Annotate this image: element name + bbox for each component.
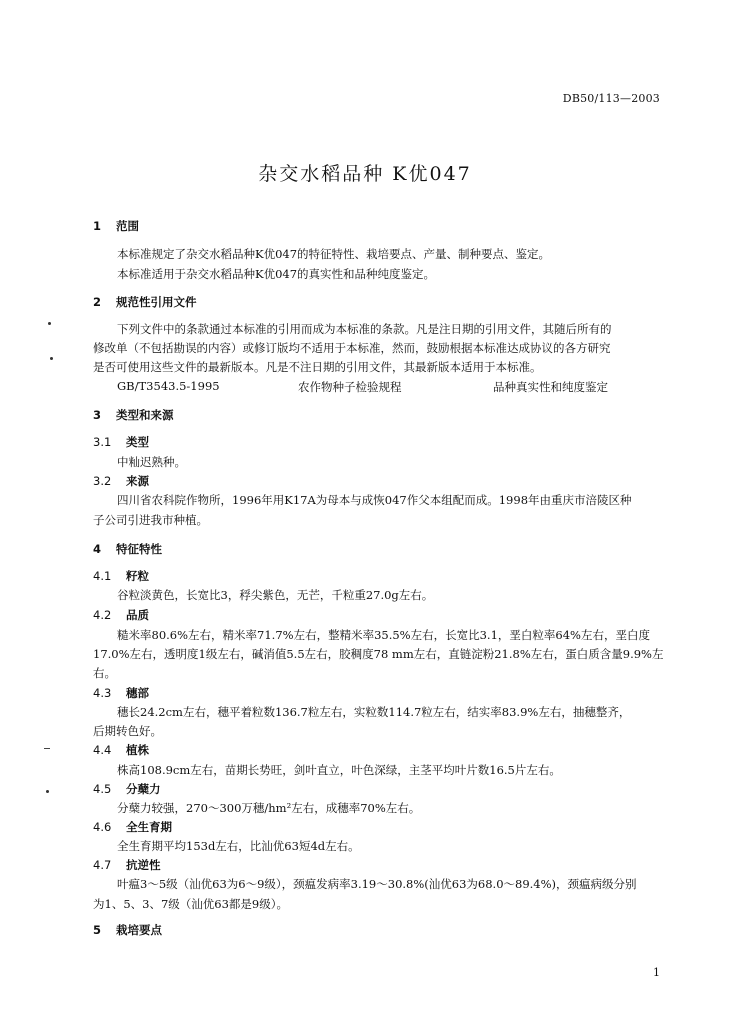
scan-artifact — [50, 357, 53, 360]
subsection-number: 4.4 — [93, 743, 112, 757]
subsection-4-3-heading — [93, 685, 149, 701]
paragraph-line: 叶瘟3～5级（汕优63为6～9级），颈瘟发病率3.19～30.8%(汕优63为68.0～89.4%)，颈瘟病级分别 — [117, 877, 637, 891]
section-title: 栽培要点 — [116, 923, 162, 937]
section-number: 5 — [93, 923, 102, 937]
scan-artifact — [46, 790, 49, 793]
paragraph-line: 修改单（不包括勘误的内容）或修订版均不适用于本标准，然而，鼓励根据本标准达成协议的各方研究 — [93, 341, 611, 355]
document-title: 杂交水稻品种 K优047 — [258, 163, 472, 185]
page-number: 1 — [653, 966, 660, 979]
section-number: 1 — [93, 219, 102, 233]
subsection-title: 穗部 — [126, 686, 149, 700]
paragraph-line: 17.0%左右，透明度1级左右，碱消值5.5左右，胶稠度78 mm左右，直链淀粉21.8%左右，蛋白质含量9.9%左 — [93, 647, 664, 661]
section-4-heading — [93, 541, 162, 557]
reference-name: 农作物种子检验规程 — [298, 380, 402, 394]
paragraph-line: 子公司引进我市种植。 — [93, 513, 208, 527]
paragraph-line: 四川省农科院作物所，1996年用K17A为母本与成恢047作父本组配而成。1998年由重庆市涪陵区种 — [117, 493, 632, 507]
paragraph-line: 是否可使用这些文件的最新版本。凡是不注日期的引用文件，其最新版本适用于本标准。 — [93, 360, 542, 374]
subsection-title: 籽粒 — [126, 569, 149, 583]
subsection-title: 类型 — [126, 435, 149, 449]
paragraph-line: 中籼迟熟种。 — [117, 455, 186, 469]
subsection-4-4-heading — [93, 742, 149, 758]
scan-artifact — [44, 748, 50, 749]
subsection-4-1-heading — [93, 568, 149, 584]
subsection-number: 4.3 — [93, 686, 112, 700]
subsection-4-2-heading — [93, 607, 149, 623]
paragraph-line: 穗长24.2cm左右，穗平着粒数136.7粒左右，实粒数114.7粒左右，结实率83.9%左右，抽穗整齐， — [117, 705, 631, 719]
section-3-heading — [93, 407, 174, 423]
subsection-title: 全生育期 — [126, 820, 172, 834]
paragraph-line: 本标准规定了杂交水稻品种K优047的特征特性、栽培要点、产量、制种要点、鉴定。 — [117, 247, 551, 261]
subsection-number: 4.1 — [93, 569, 112, 583]
section-5-heading — [93, 922, 162, 938]
paragraph-line: 右。 — [93, 666, 116, 680]
subsection-4-5-heading — [93, 781, 161, 797]
paragraph-line: 后期转色好。 — [93, 724, 162, 738]
subsection-number: 4.2 — [93, 608, 112, 622]
subsection-number: 3.1 — [93, 435, 112, 449]
paragraph-line: 本标准适用于杂交水稻品种K优047的真实性和品种纯度鉴定。 — [117, 267, 436, 281]
paragraph-line: 株高108.9cm左右，苗期长势旺，剑叶直立，叶色深绿，主茎平均叶片数16.5片左右。 — [117, 763, 561, 777]
paragraph-line: 下列文件中的条款通过本标准的引用而成为本标准的条款。凡是注日期的引用文件，其随后所有的 — [117, 322, 612, 336]
subsection-3-2-heading — [93, 473, 149, 489]
paragraph-line: 全生育期平均153d左右，比汕优63短4d左右。 — [117, 839, 360, 853]
section-title: 范围 — [116, 219, 139, 233]
paragraph-line: 谷粒淡黄色，长宽比3，稃尖紫色，无芒，千粒重27.0g左右。 — [117, 588, 434, 602]
subsection-title: 抗逆性 — [126, 858, 161, 872]
paragraph-line: 为1、5、3、7级（汕优63都是9级）。 — [93, 897, 288, 911]
scan-artifact — [48, 322, 51, 325]
subsection-4-6-heading — [93, 819, 172, 835]
subsection-title: 品质 — [126, 608, 149, 622]
paragraph-line: 分蘖力较强，270～300万穗/hm²左右，成穗率70%左右。 — [117, 801, 421, 815]
subsection-number: 3.2 — [93, 474, 112, 488]
subsection-number: 4.5 — [93, 782, 112, 796]
subsection-3-1-heading — [93, 434, 149, 450]
section-1-heading — [93, 218, 139, 234]
paragraph-line: 糙米率80.6%左右，精米率71.7%左右，整精米率35.5%左右，长宽比3.1，垩白粒率64%左右，垩白度 — [117, 628, 650, 642]
reference-part: 品种真实性和纯度鉴定 — [493, 380, 608, 394]
reference-code: GB/T3543.5-1995 — [117, 379, 220, 393]
section-2-heading — [93, 294, 197, 310]
section-number: 3 — [93, 408, 102, 422]
standard-number: DB50/113—2003 — [562, 92, 660, 105]
section-title: 规范性引用文件 — [116, 295, 197, 309]
subsection-4-7-heading — [93, 857, 161, 873]
subsection-title: 分蘖力 — [126, 782, 161, 796]
subsection-title: 植株 — [126, 743, 149, 757]
section-number: 2 — [93, 295, 102, 309]
subsection-number: 4.6 — [93, 820, 112, 834]
subsection-number: 4.7 — [93, 858, 112, 872]
section-title: 特征特性 — [116, 542, 162, 556]
section-number: 4 — [93, 542, 102, 556]
subsection-title: 来源 — [126, 474, 149, 488]
section-title: 类型和来源 — [116, 408, 174, 422]
